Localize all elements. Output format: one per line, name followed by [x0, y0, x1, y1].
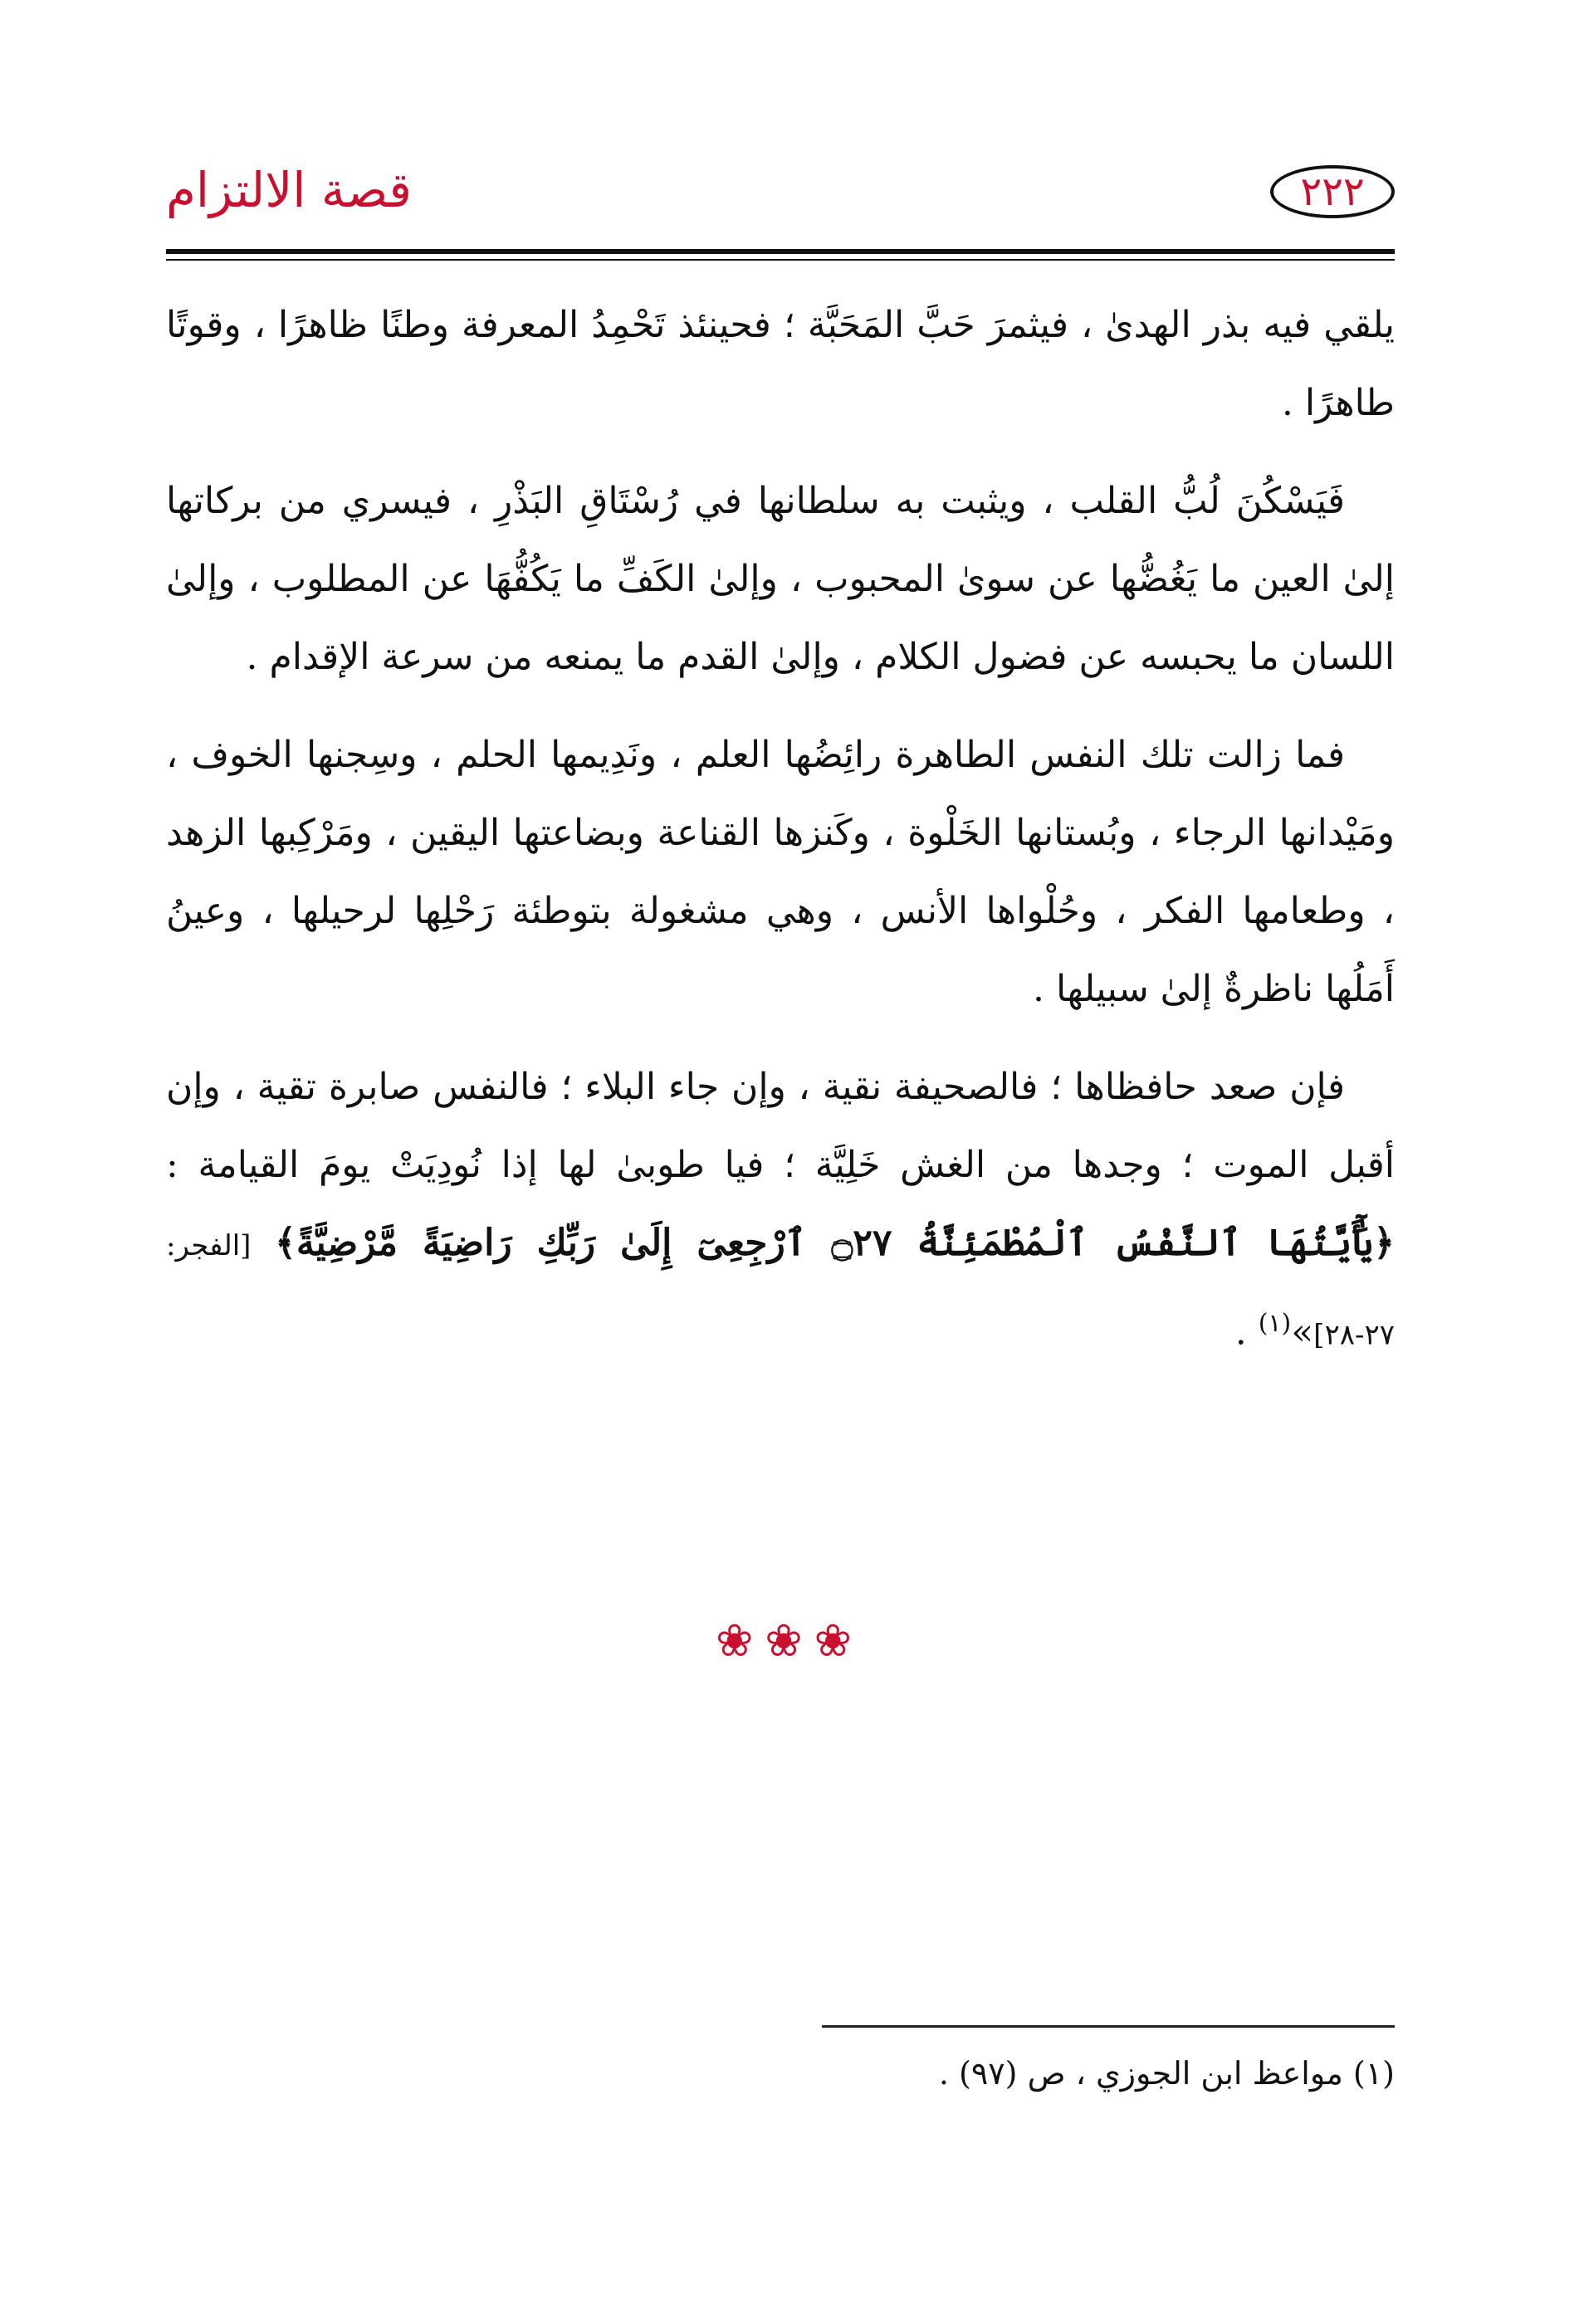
body-text — [166, 286, 1395, 1394]
closing-quote: » — [1291, 1311, 1314, 1354]
paragraph-1: يلقي فيه بذر الهدىٰ ، فيثمرَ حَبَّ المَحَبَّة ؛ فحينئذ تَحْمِدُ المعرفة وطنًا ظاهرًا ، وقوتًا طاهرًا . — [166, 304, 1395, 424]
running-title: قصة الالتزام — [166, 162, 412, 218]
paragraph-2: فَيَسْكُنَ لُبُّ القلب ، ويثبت به سلطانها في رُسْتَاقِ البَذْرِ ، فيسري من بركاتها إلىٰ العين ما يَغُضُّها عن سوىٰ المحبوب ، وإلىٰ الكَفِّ ما يَكُفُّهَا عن المطلوب ، وإلىٰ اللسان ما يحبسه عن فضول الكلام ، وإلىٰ القدم ما يمنعه من سرعة الإقدام . — [166, 480, 1395, 678]
paragraph-4 — [166, 1048, 1395, 1374]
page-number: ٢٢٢ — [1270, 165, 1395, 218]
paragraph-4-text: فإن صعد حافظاها ؛ فالصحيفة نقية ، وإن جاء البلاء ؛ فالنفس صابرة تقية ، وإن أقبل الموت ؛ وجدها من الغش خَلِيَّة ؛ فيا طوبىٰ لها إذا نُودِيَتْ يومَ القيامة : — [166, 1066, 1395, 1186]
header-rule-thick — [166, 249, 1395, 254]
ornament-divider: ❀❀❀ — [716, 1614, 863, 1667]
paragraph-end: . — [1234, 1311, 1259, 1354]
verse-reference: [الفجر: ٢٧-٢٨] — [166, 1229, 1395, 1352]
footnote: (١) مواعظ ابن الجوزي ، ص (٩٧) . — [938, 2055, 1395, 2092]
paragraph-3: فما زالت تلك النفس الطاهرة رائِضُها العلم ، ونَدِيمها الحلم ، وسِجنها الخوف ، ومَيْدانها الرجاء ، وبُستانها الخَلْوة ، وكَنزها القناعة وبضاعتها اليقين ، ومَرْكِبها الزهد ، وطعامها الفكر ، وحُلْواها الأنس ، وهي مشغولة بتوطئة رَحْلِها لرحيلها ، وعينُ أَمَلُها ناظرةٌ إلىٰ سبيلها . — [166, 734, 1395, 1010]
quran-verse: ﴿يَٰٓأَيَّتُهَا ٱلنَّفْسُ ٱلْمُطْمَئِنَّةُ ۝٢٧ ٱرْجِعِىٓ إِلَىٰ رَبِّكِ رَاضِيَةً مَّرْضِيَّةً﴾ — [275, 1222, 1395, 1264]
footnote-rule — [822, 2025, 1395, 2028]
header-rule-thin — [166, 259, 1395, 261]
page-header — [166, 154, 1395, 245]
footnote-marker: (١) — [1258, 1309, 1292, 1338]
